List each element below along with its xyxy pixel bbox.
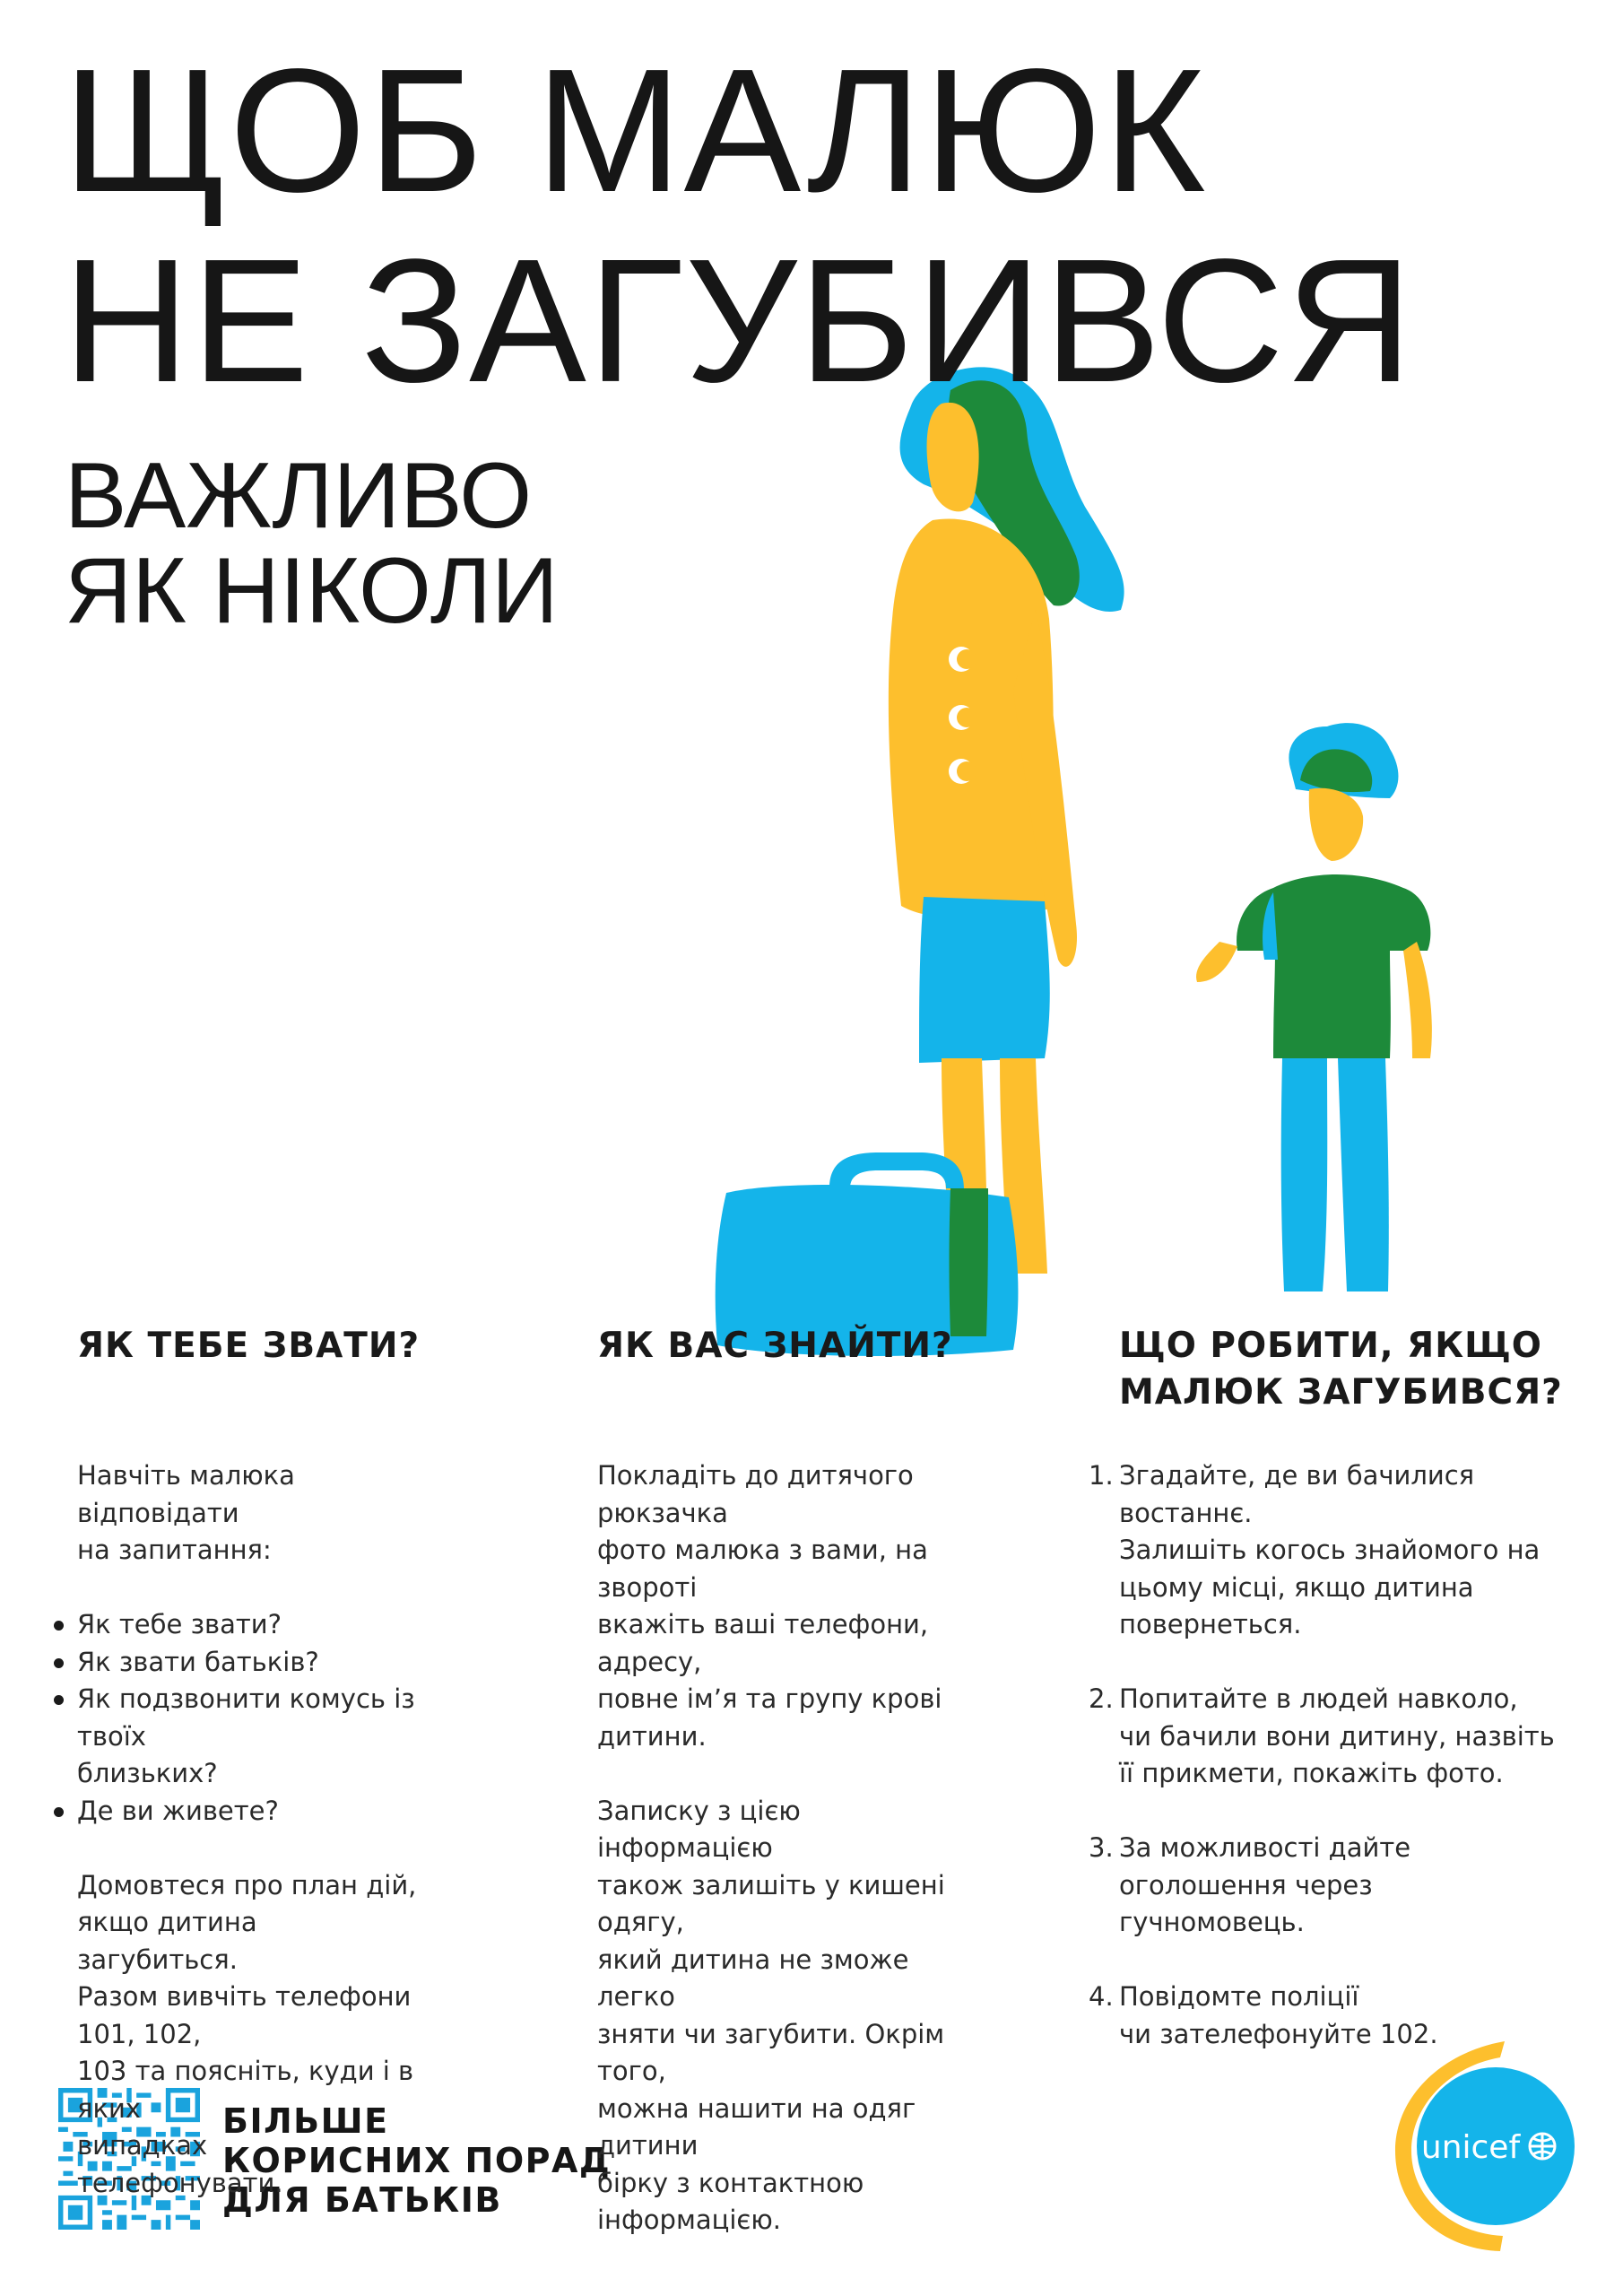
subtitle-line-1: ВАЖЛИВО <box>65 444 533 548</box>
suitcase-handle <box>829 1152 964 1188</box>
text-line: Попитайте в людей навколо, <box>1119 1683 1518 1714</box>
step-item <box>1089 1681 1563 1793</box>
text-line: Записку з цією інформацією <box>597 1795 801 1863</box>
text-line: Разом вивчіть телефони 101, 102, <box>77 1981 412 2049</box>
heading-child-lost <box>1119 1323 1563 1416</box>
text-line: повне ім’я та групу крові дитини. <box>597 1683 942 1752</box>
text-line: Як подзвонити комусь із твоїх <box>77 1683 415 1752</box>
list-item: Як тебе звати? <box>77 1606 420 1644</box>
intro-paragraph <box>77 1457 420 1570</box>
text-line: бірку з контактною інформацією. <box>597 2167 864 2235</box>
text-line: Навчіть малюка відповідати <box>77 1460 295 1528</box>
text-line: вкажіть ваші телефони, адресу, <box>597 1609 929 1677</box>
text-line: її прикмети, покажіть фото. <box>1119 1758 1504 1788</box>
child-face <box>1309 788 1363 861</box>
step-number: 3. <box>1089 1832 1114 1863</box>
child-arm-right <box>1403 942 1432 1058</box>
mother-face <box>927 403 979 512</box>
text-line: якщо дитина загубиться. <box>77 1907 257 1975</box>
title-line-2: НЕ ЗАГУБИВСЯ <box>63 222 1415 419</box>
poster-title <box>63 32 1415 419</box>
column-find-you <box>597 1323 953 2235</box>
body-child-lost <box>1089 1457 1563 2053</box>
text-line: чи зателефонуйте 102. <box>1119 2018 1438 2049</box>
text-line: випадках телефонувати. <box>77 2130 283 2198</box>
child-arm-left <box>1196 942 1237 982</box>
text-line: Залишіть когось знайомого на <box>1119 1535 1541 1565</box>
text-line: можна нашити на одяг дитини <box>597 2092 916 2161</box>
leg-overlap <box>950 1188 989 1336</box>
body-find-you <box>597 1457 953 2239</box>
poster-subtitle <box>65 444 559 643</box>
text-line: цьому місці, якщо дитина <box>1119 1571 1474 1603</box>
list-item <box>77 1681 420 1793</box>
paragraph-note <box>597 1793 953 2239</box>
text-line: близьких? <box>77 1758 218 1788</box>
step-item <box>1089 1830 1563 1942</box>
unicef-logo <box>1388 2034 1576 2258</box>
step-number: 2. <box>1089 1683 1114 1714</box>
text-line: на запитання: <box>77 1535 272 1565</box>
child-legs <box>1281 1058 1328 1292</box>
mother-skirt <box>919 897 1050 1063</box>
text-line: 103 та поясніть, куди і в яких <box>77 2056 414 2124</box>
footer-line: ДЛЯ БАТЬКІВ <box>222 2180 502 2220</box>
outro-paragraph <box>77 1867 420 2203</box>
text-line: чи бачили вони дитину, назвіть <box>1119 1720 1555 1752</box>
step-number: 4. <box>1089 1981 1114 2012</box>
text-line: Згадайте, де ви бачилися востаннє. <box>1119 1460 1475 1528</box>
steps-list <box>1089 1457 1563 2053</box>
step-item <box>1089 1457 1563 1644</box>
question-list <box>77 1606 420 1830</box>
text-line: фото малюка з вами, на звороті <box>597 1535 928 1603</box>
heading-child-name: ЯК ТЕБЕ ЗВАТИ? <box>77 1326 421 1366</box>
body-child-name <box>77 1457 420 2202</box>
title-line-1: ЩОБ МАЛЮК <box>63 32 1208 229</box>
text-line: Повідомте поліції <box>1119 1981 1359 2012</box>
paragraph-photo <box>597 1457 953 1755</box>
list-item: Як звати батьків? <box>77 1644 420 1682</box>
list-item: Де ви живете? <box>77 1793 420 1831</box>
footer-line: КОРИСНИХ ПОРАД <box>222 2141 612 2180</box>
step-item <box>1089 1979 1563 2053</box>
text-line: зняти чи загубити. Окрім того, <box>597 2018 945 2086</box>
heading-line: МАЛЮК ЗАГУБИВСЯ? <box>1119 1372 1563 1413</box>
text-line: також залишіть у кишені одягу, <box>597 1869 945 1937</box>
globe-emblem-icon <box>1530 2134 1555 2159</box>
text-line: За можливості дайте <box>1119 1832 1411 1863</box>
step-number: 1. <box>1089 1460 1114 1491</box>
subtitle-line-2: ЯК НІКОЛИ <box>65 539 559 643</box>
text-line: Домовтеся про план дій, <box>77 1869 417 1900</box>
mother-child-illustration <box>699 350 1614 1399</box>
text-line: Покладіть до дитячого рюкзачка <box>597 1460 914 1528</box>
logo-text: unicef <box>1420 2129 1521 2166</box>
text-line: повернеться. <box>1119 1609 1302 1639</box>
child-shirt <box>1237 874 1430 1058</box>
heading-find-you: ЯК ВАС ЗНАЙТИ? <box>597 1326 953 1366</box>
text-line: оголошення через гучномовець. <box>1119 1869 1373 1937</box>
heading-line: ЩО РОБИТИ, ЯКЩО <box>1119 1326 1542 1366</box>
text-line: який дитина не зможе легко <box>597 1944 909 2012</box>
footer-line: БІЛЬШЕ <box>222 2101 389 2141</box>
column-child-lost <box>1089 1323 1563 2049</box>
